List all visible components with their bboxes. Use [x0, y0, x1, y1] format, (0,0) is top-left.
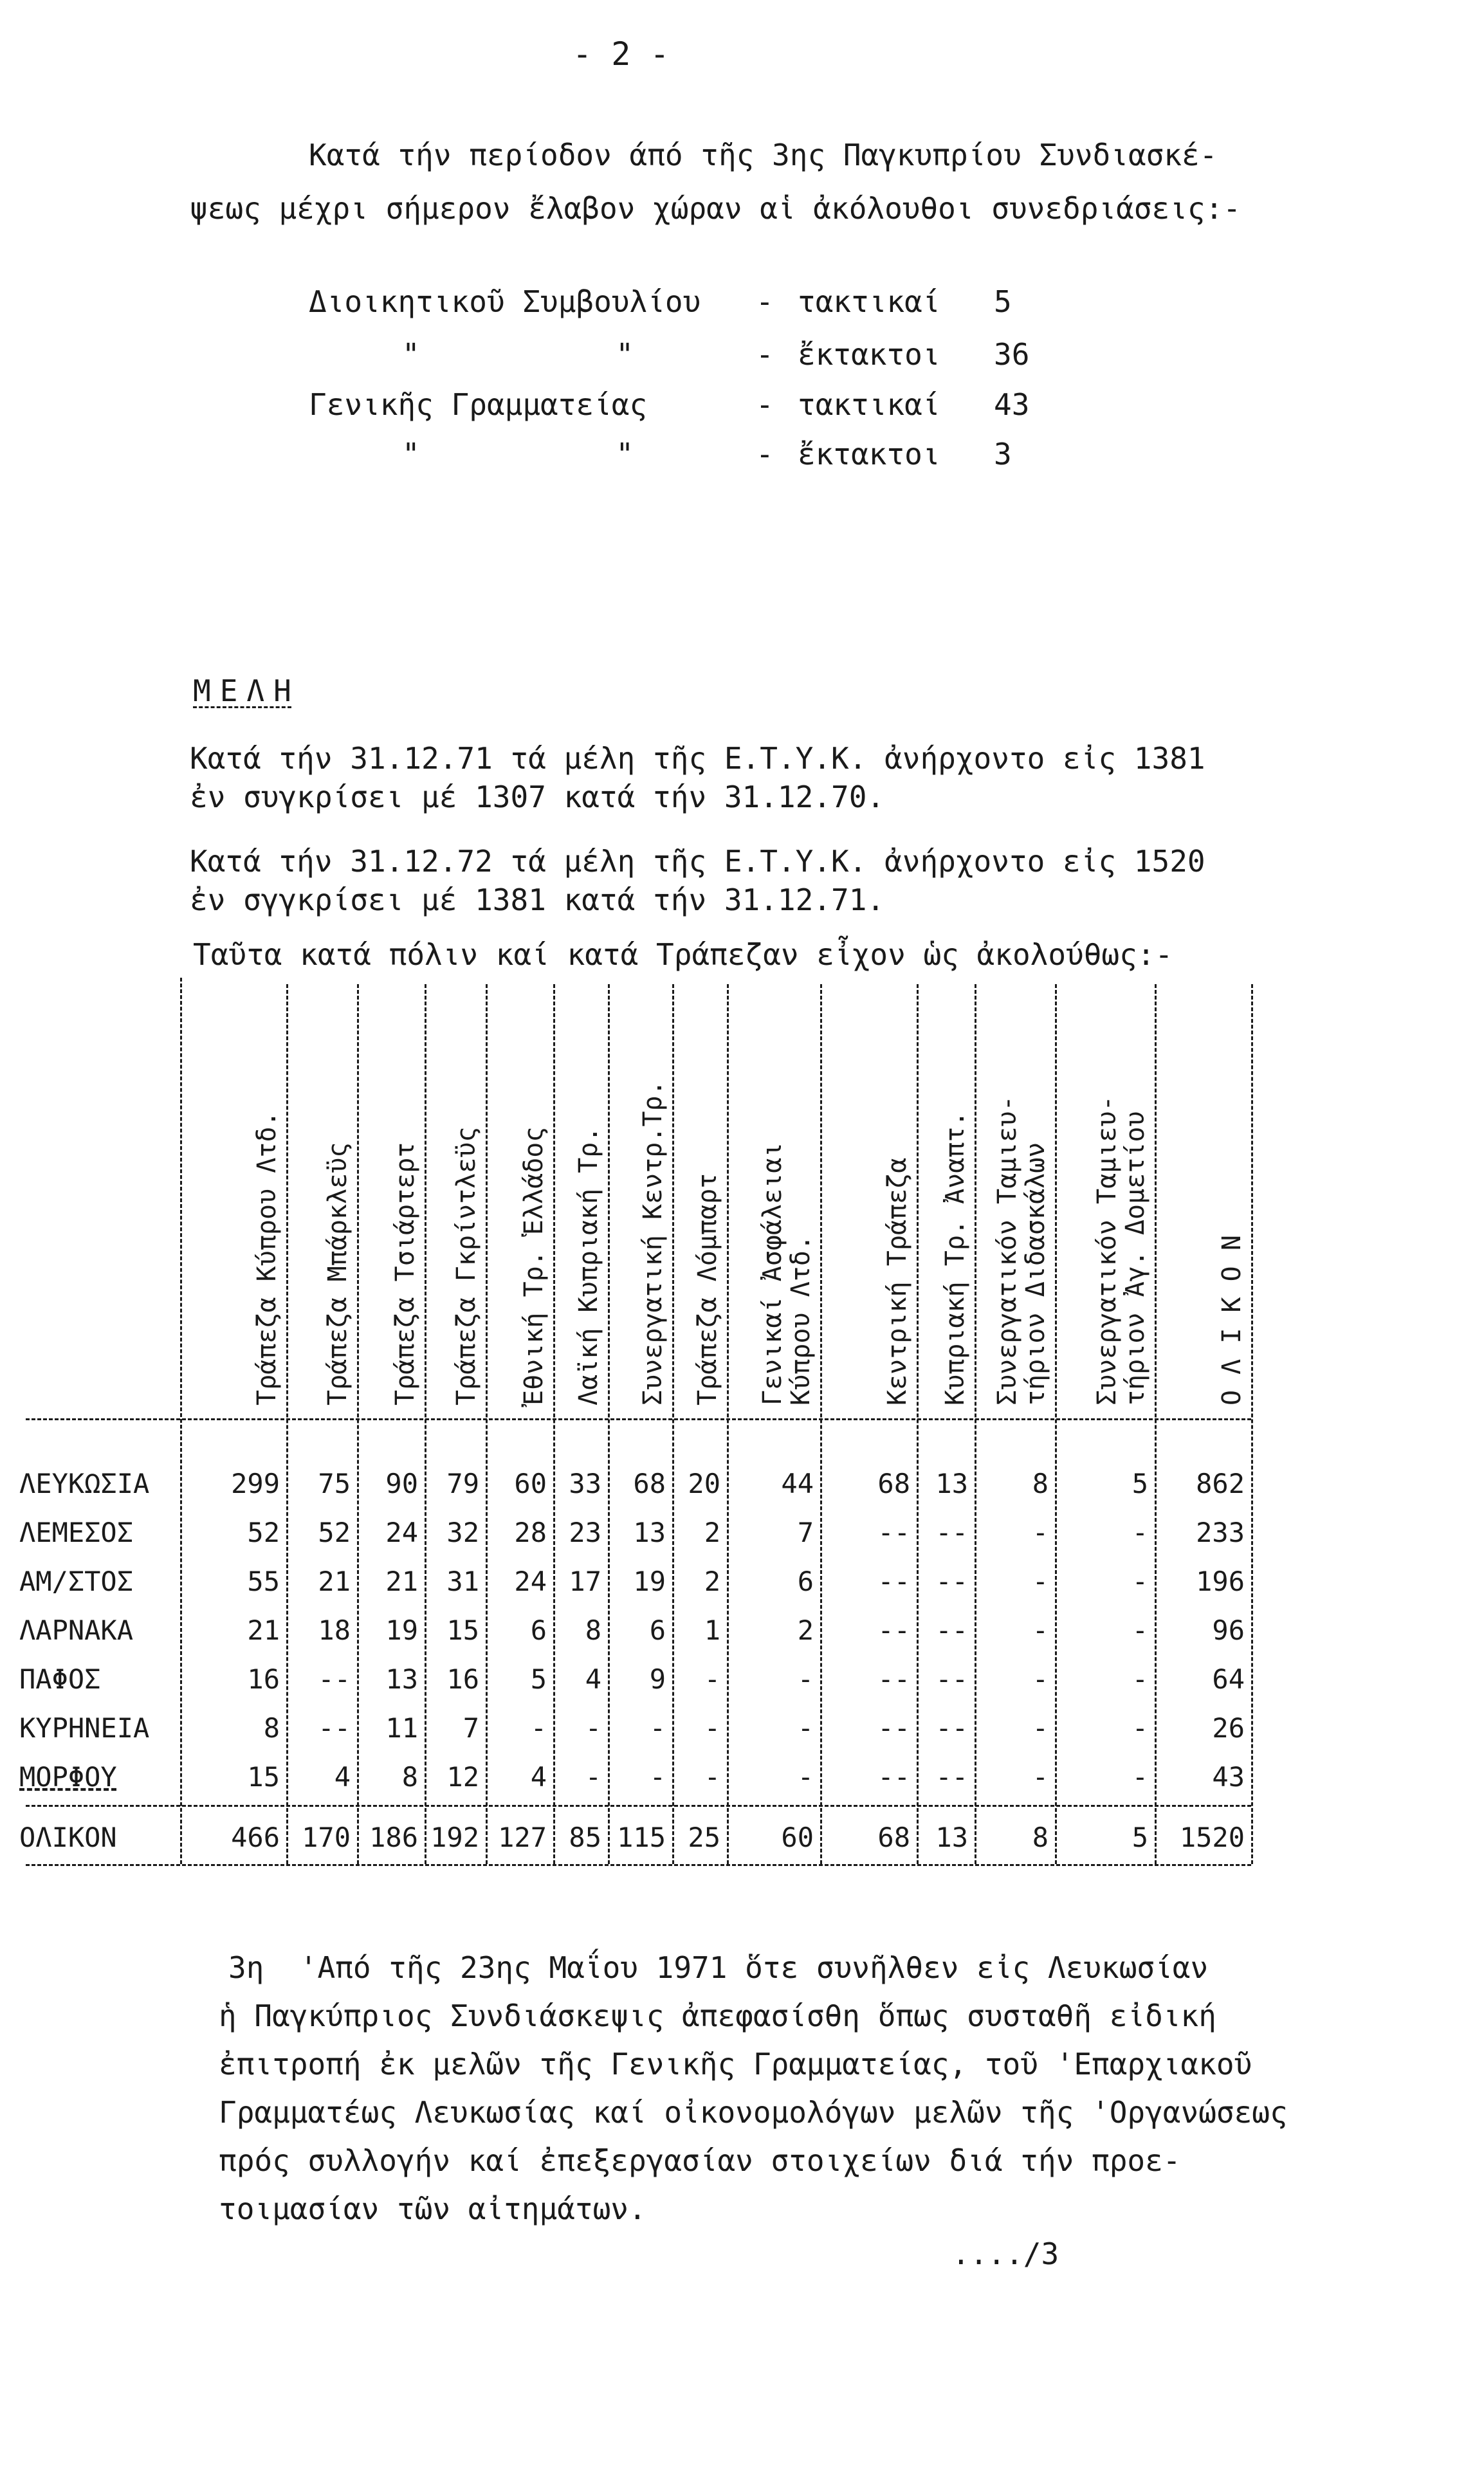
table-cell: 13 [935, 1468, 968, 1499]
column-header: Τράπεζα Λόμπαρτ [693, 1173, 722, 1405]
table-cell: 75 [318, 1468, 351, 1499]
table-cell: 90 [385, 1468, 418, 1499]
table-cell: 68 [877, 1468, 910, 1499]
table-cell: 5 [1131, 1468, 1148, 1499]
table-cell: 1520 [1179, 1822, 1245, 1853]
table-cell: 43 [1212, 1761, 1245, 1793]
row-label: ΑΜ/ΣΤΟΣ [19, 1566, 134, 1597]
table-cell: 26 [1212, 1712, 1245, 1744]
table-cell: - [1032, 1712, 1049, 1744]
table-cell: 60 [781, 1822, 814, 1853]
members-line-2: ἐν συγκρίσει μέ 1307 κατά τήν 31.12.70. [190, 780, 885, 814]
table-cell: 96 [1212, 1615, 1245, 1646]
column-header: Συνεργατικόν Ταμιευ- τήριον Ἀγ. Δομετίου [1092, 1095, 1150, 1405]
column-header: Λαϊκή Κυπριακή Τρ. [574, 1126, 603, 1405]
table-cell: 186 [369, 1822, 418, 1853]
table-cell: 2 [797, 1615, 814, 1646]
session-dash: - [756, 387, 774, 422]
members-line-1: Κατά τήν 31.12.71 τά μέλη τῆς Ε.Τ.Υ.Κ. ἀνήρχοντο εἰς 1381 [190, 741, 1205, 776]
column-header: Κεντρική Τράπεζα [883, 1157, 912, 1405]
session-kind: ἔκτακτοι [798, 437, 940, 471]
table-cell: 5 [530, 1663, 547, 1695]
session-count: 36 [994, 337, 1030, 372]
table-cell: 13 [935, 1822, 968, 1853]
table-cell: 52 [318, 1517, 351, 1548]
column-header: Ἐθνική Τρ. Ἑλλάδος [519, 1126, 549, 1405]
table-cell: -- [877, 1615, 910, 1646]
table-cell: 13 [633, 1517, 666, 1548]
table-cell: 5 [1131, 1822, 1148, 1853]
table-cell: 9 [649, 1663, 666, 1695]
table-cell: - [704, 1712, 720, 1744]
table-cell: 21 [247, 1615, 280, 1646]
table-cell: -- [877, 1761, 910, 1793]
table-cell: 60 [514, 1468, 547, 1499]
table-cell: -- [935, 1663, 968, 1695]
paragraph-3-line-2: ἡ Παγκύπριος Συνδιάσκεψις ἀπεφασίσθη ὅπως συσταθῆ εἰδική [219, 1999, 1216, 2033]
table-cell: 44 [781, 1468, 814, 1499]
table-cell: -- [877, 1712, 910, 1744]
table-cell: 68 [633, 1468, 666, 1499]
table-cell: 52 [247, 1517, 280, 1548]
table-cell: - [704, 1761, 720, 1793]
row-label: ΠΑΦΟΣ [19, 1663, 101, 1695]
table-cell: 299 [231, 1468, 280, 1499]
session-body: Γενικῆς Γραμματείας [309, 387, 648, 422]
table-cell: 6 [649, 1615, 666, 1646]
table-cell: 33 [569, 1468, 601, 1499]
table-horizontal-rule [26, 1418, 1251, 1420]
table-cell: 4 [334, 1761, 351, 1793]
table-cell: -- [935, 1615, 968, 1646]
table-cell: 196 [1196, 1566, 1245, 1597]
table-cell: - [797, 1712, 814, 1744]
table-cell: 19 [633, 1566, 666, 1597]
table-cell: 127 [498, 1822, 547, 1853]
table-cell: 466 [231, 1822, 280, 1853]
table-cell: - [1131, 1761, 1148, 1793]
table-cell: 233 [1196, 1517, 1245, 1548]
paragraph-3-line-1: 3η 'Από τῆς 23ης Μαΐου 1971 ὅτε συνῆλθεν εἰς Λευκωσίαν [228, 1950, 1209, 1985]
intro-line-2: ψεως μέχρι σήμερον ἔλαβον χώραν αἱ ἀκόλουθοι συνεδριάσεις:- [190, 191, 1241, 226]
table-cell: - [530, 1712, 547, 1744]
table-cell: - [797, 1761, 814, 1793]
table-cell: 7 [463, 1712, 479, 1744]
table-cell: -- [935, 1712, 968, 1744]
table-cell: 1 [704, 1615, 720, 1646]
table-cell: 6 [530, 1615, 547, 1646]
session-kind: ἔκτακτοι [798, 337, 940, 372]
intro-line-1: Κατά τήν περίοδον άπό τῆς 3ης Παγκυπρίου Συνδιασκέ- [309, 138, 1218, 172]
table-cell: 8 [401, 1761, 418, 1793]
table-cell: - [797, 1663, 814, 1695]
session-body: Διοικητικοῦ Συμβουλίου [309, 284, 701, 319]
table-cell: 55 [247, 1566, 280, 1597]
members-heading: ΜΕΛΗ [193, 673, 300, 708]
table-cell: 21 [385, 1566, 418, 1597]
paragraph-3-line-5: πρός συλλογήν καί ἐπεξεργασίαν στοιχείων διά τήν προε- [219, 2143, 1181, 2178]
table-cell: 85 [569, 1822, 601, 1853]
table-cell: -- [935, 1517, 968, 1548]
paragraph-3-line-4: Γραμματέως Λευκωσίας καί οἰκονομολόγων μελῶν τῆς 'Οργανώσεως [219, 2095, 1288, 2130]
column-header: Τράπεζα Γκρίντλεϋς [452, 1126, 481, 1405]
table-cell: - [1131, 1663, 1148, 1695]
column-header: Συνεργατικόν Ταμιευ- τήριον Διδασκάλων [993, 1095, 1050, 1405]
row-label: ΜΟΡΦΟΥ [19, 1761, 117, 1793]
row-label: ΛΑΡΝΑΚΑ [19, 1615, 134, 1646]
members-line-4: ἐν σγγκρίσει μέ 1381 κατά τήν 31.12.71. [190, 883, 885, 917]
table-cell: 32 [446, 1517, 479, 1548]
column-header: Κυπριακή Τρ. Ἀναπτ. [940, 1111, 970, 1405]
paragraph-3-line-6: τοιμασίαν τῶν αἰτημάτων. [219, 2191, 646, 2226]
session-dash: - [756, 337, 774, 372]
table-cell: -- [877, 1663, 910, 1695]
table-cell: 21 [318, 1566, 351, 1597]
table-cell: 16 [247, 1663, 280, 1695]
table-cell: -- [877, 1517, 910, 1548]
row-label: ΟΛΙΚΟΝ [19, 1822, 117, 1853]
table-cell: 31 [446, 1566, 479, 1597]
table-cell: 4 [585, 1663, 601, 1695]
session-count: 5 [994, 284, 1012, 319]
table-cell: - [1131, 1712, 1148, 1744]
table-cell: 192 [430, 1822, 479, 1853]
table-vertical-rule [1251, 984, 1253, 1864]
table-cell: 15 [446, 1615, 479, 1646]
table-horizontal-rule [26, 1805, 1251, 1807]
table-cell: 8 [585, 1615, 601, 1646]
table-cell: - [1032, 1761, 1049, 1793]
table-cell: - [1032, 1517, 1049, 1548]
table-cell: 19 [385, 1615, 418, 1646]
table-cell: - [585, 1712, 601, 1744]
table-cell: 24 [385, 1517, 418, 1548]
table-cell: 862 [1196, 1468, 1245, 1499]
table-cell: 64 [1212, 1663, 1245, 1695]
table-cell: 8 [1032, 1822, 1049, 1853]
table-cell: -- [935, 1566, 968, 1597]
session-body: " " [402, 437, 634, 471]
table-cell: 6 [797, 1566, 814, 1597]
table-cell: 28 [514, 1517, 547, 1548]
column-header: Τράπεζα Τσιάρτερτ [390, 1142, 420, 1405]
table-cell: - [1131, 1615, 1148, 1646]
paragraph-3-line-3: ἐπιτροπή ἐκ μελῶν τῆς Γενικῆς Γραμματείας, τοῦ 'Επαρχιακοῦ [219, 2047, 1252, 2081]
table-cell: - [1032, 1615, 1049, 1646]
table-cell: 13 [385, 1663, 418, 1695]
table-cell: -- [318, 1663, 351, 1695]
table-cell: 17 [569, 1566, 601, 1597]
table-cell: - [585, 1761, 601, 1793]
table-cell: -- [935, 1761, 968, 1793]
table-cell: - [649, 1712, 666, 1744]
table-cell: 79 [446, 1468, 479, 1499]
table-cell: 170 [302, 1822, 351, 1853]
table-cell: 115 [617, 1822, 666, 1853]
table-cell: - [1032, 1566, 1049, 1597]
column-header: Τράπεζα Μπάρκλεϋς [323, 1142, 353, 1405]
table-cell: - [1032, 1663, 1049, 1695]
table-cell: 2 [704, 1517, 720, 1548]
members-line-3: Κατά τήν 31.12.72 τά μέλη τῆς Ε.Τ.Υ.Κ. ἀνήρχοντο εἰς 1520 [190, 844, 1205, 879]
session-dash: - [756, 284, 774, 319]
table-cell: -- [877, 1566, 910, 1597]
table-cell: 11 [385, 1712, 418, 1744]
continuation-marker: ..../3 [952, 2237, 1059, 2271]
table-cell: - [649, 1761, 666, 1793]
table-cell: - [704, 1663, 720, 1695]
column-header: Συνεργατική Κεντρ.Τρ. [638, 1080, 668, 1405]
table-cell: 7 [797, 1517, 814, 1548]
column-header: Τράπεζα Κύπρου Λτδ. [252, 1111, 282, 1405]
session-count: 43 [994, 387, 1030, 422]
table-cell: 15 [247, 1761, 280, 1793]
table-cell: - [1131, 1517, 1148, 1548]
table-cell: 25 [688, 1822, 720, 1853]
table-cell: 18 [318, 1615, 351, 1646]
session-count: 3 [994, 437, 1012, 471]
row-label: ΛΕΜΕΣΟΣ [19, 1517, 134, 1548]
table-cell: 4 [530, 1761, 547, 1793]
page-number: - 2 - [573, 35, 670, 73]
table-cell: 68 [877, 1822, 910, 1853]
column-header: Γενικαί Ἀσφάλειαι Κύπρου Λτδ. [758, 1142, 816, 1405]
table-horizontal-rule [26, 1864, 1251, 1866]
row-label: ΛΕΥΚΩΣΙΑ [19, 1468, 150, 1499]
table-cell: 24 [514, 1566, 547, 1597]
table-cell: 16 [446, 1663, 479, 1695]
session-kind: τακτικαί [798, 387, 940, 422]
table-cell: 2 [704, 1566, 720, 1597]
session-dash: - [756, 437, 774, 471]
column-header: Ο Λ Ι Κ Ο Ν [1217, 1235, 1247, 1405]
members-line-5: Ταῦτα κατά πόλιν καί κατά Τράπεζαν εἶχον ὡς ἀκολούθως:- [193, 937, 1173, 972]
table-cell: 8 [1032, 1468, 1049, 1499]
table-cell: -- [318, 1712, 351, 1744]
session-body: " " [402, 337, 634, 372]
table-cell: 23 [569, 1517, 601, 1548]
table-cell: 20 [688, 1468, 720, 1499]
session-kind: τακτικαί [798, 284, 940, 319]
table-cell: - [1131, 1566, 1148, 1597]
table-cell: 12 [446, 1761, 479, 1793]
table-cell: 8 [263, 1712, 280, 1744]
row-label: ΚΥΡΗΝΕΙΑ [19, 1712, 150, 1744]
